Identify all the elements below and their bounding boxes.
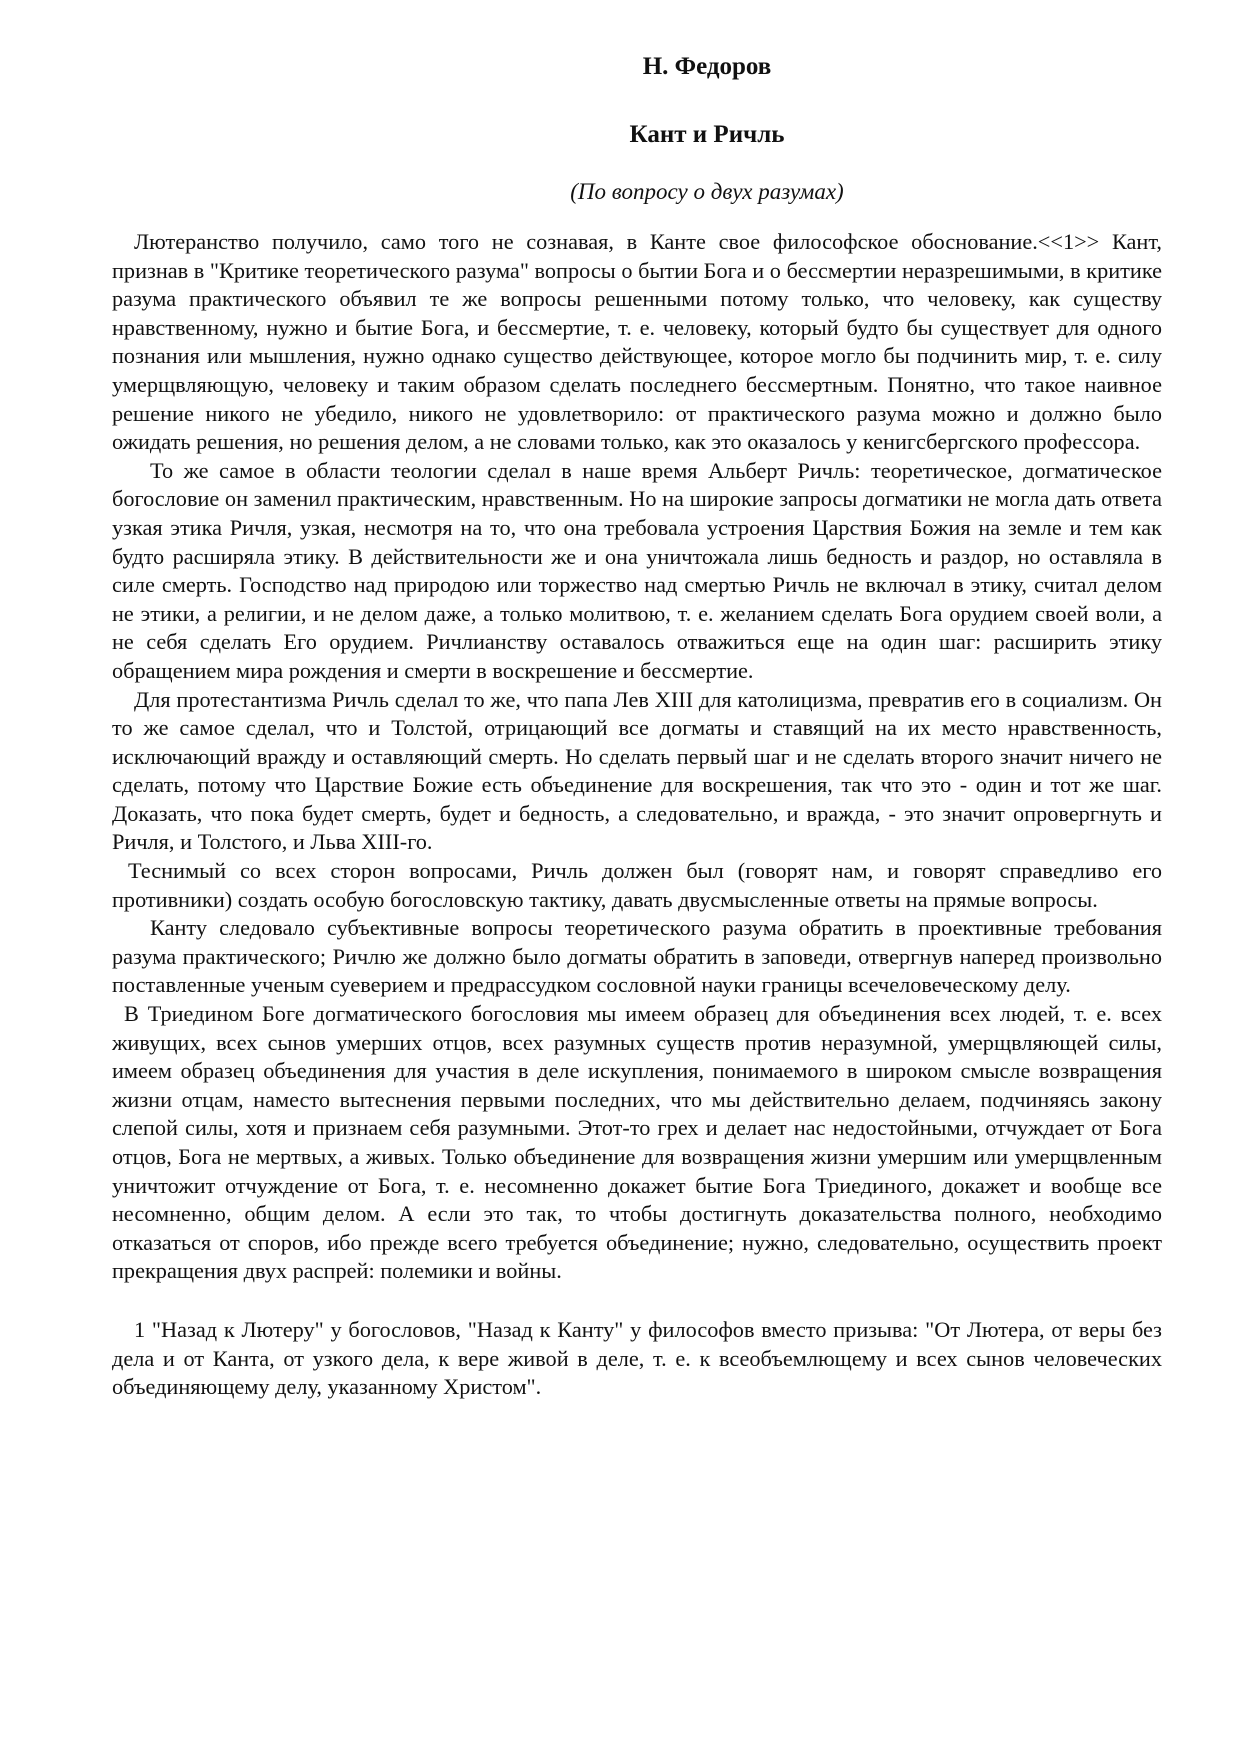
paragraph-4: Теснимый со всех сторон вопросами, Ричль должен был (говорят нам, и говорят справедливо его противники) создать особую богословскую тактику, давать двусмысленные ответы на прямые вопросы. bbox=[112, 858, 1162, 912]
paragraph-1: Лютеранство получило, само того не сознавая, в Канте свое философское обоснование.<<1>> Кант, признав в "Критике теоретического разума" вопросы о бытии Бога и о бессмертии неразрешимыми, в критике разума практического объявил те же вопросы решенными потому только, что человеку, как существу нравственному, нужно и бытие Бога, и бессмертие, т. е. человеку, который будто бы существует для одного познания или мышления, нужно однако существо действующее, которое могло бы подчинить мир, т. е. силу умерщвляющую, человеку и таким образом сделать последнего бессмертным. Понятно, что такое наивное решение никого не убедило, никого не удовлетворило: от практического разума можно и должно было ожидать решения, но решения делом, а не словами только, как это оказалось у кенигсбергского профессора. bbox=[112, 229, 1162, 455]
document-body bbox=[112, 228, 1162, 1286]
paragraph-2: То же самое в области теологии сделал в наше время Альберт Ричль: теоретическое, догматическое богословие он заменил практическим, нравственным. Но на широкие запросы догматики не могла дать ответа узкая этика Ричля, узкая, несмотря на то, что она требовала устроения Царствия Божия на земле и тем как будто расширяла этику. В действительности же и она уничтожала лишь бедность и раздор, но оставляла в силе смерть. Господство над природою или торжество над смертью Ричль не включал в этику, считал делом не этики, а религии, и не делом даже, а только молитвою, т. е. желанием сделать Бога орудием своей воли, а не себя сделать Его орудием. Ричлианству оставалось отважиться еще на один шаг: расширить этику обращением мира рождения и смерти в воскрешение и бессмертие. bbox=[112, 457, 1162, 683]
document-page bbox=[112, 52, 1162, 1402]
author-name: Н. Федоров bbox=[642, 53, 772, 80]
footnote: 1 "Назад к Лютеру" у богословов, "Назад к Канту" у философов вместо призыва: "От Лютера, от веры без дела и от Канта, от узкого дела, к вере живой в деле, т. е. к всеобъемлющему и всех сынов человеческих объединяющему делу, указанному Христом". bbox=[112, 1316, 1162, 1400]
document-title: Кант и Ричль bbox=[629, 121, 785, 148]
document-subtitle: (По вопросу о двух разумах) bbox=[570, 179, 844, 204]
paragraph-5: Канту следовало субъективные вопросы теоретического разума обратить в проективные требования разума практического; Ричлю же должно было догматы обратить в заповеди, отвергнув наперед произвольно поставленные ученым суеверием и предрассудком сословной науки границы всечеловеческому делу. bbox=[112, 915, 1162, 998]
paragraph-6: В Триедином Боге догматического богословия мы имеем образец для объединения всех людей, т. е. всех живущих, всех сынов умерших отцов, всех разумных существ против неразумной, умерщвляющей силы, имеем образец объединения для участия в деле искупления, понимаемого в широком смысле возвращения жизни отцам, наместо вытеснения первыми последних, что мы действительно делаем, подчиняясь закону слепой силы, хотя и признаем себя разумными. Этот-то грех и делает нас недостойными, отчуждает от Бога отцов, Бога не мертвых, а живых. Только объединение для возвращения жизни умершим или умерщвленным уничтожит отчуждение от Бога, т. е. несомненно докажет бытие Бога Триединого, докажет и вообще все несомненно, общим делом. А если это так, то чтобы достигнуть доказательства полного, необходимо отказаться от споров, ибо прежде всего требуется объединение; нужно, следовательно, осуществить проект прекращения двух распрей: полемики и войны. bbox=[112, 1001, 1162, 1284]
paragraph-3: Для протестантизма Ричль сделал то же, что папа Лев XIII для католицизма, превратив его в социализм. Он то же самое сделал, что и Толстой, отрицающий все догматы и ставящий на их место нравственность, исключающий вражду и оставляющий смерть. Но сделать первый шаг и не сделать второго значит ничего не сделать, потому что Царствие Божие есть объединение для воскрешения, так что это - один и тот же шаг. Доказать, что пока будет смерть, будет и бедность, а следовательно, и вражда, - это значит опровергнуть и Ричля, и Толстого, и Льва XIII-го. bbox=[112, 686, 1162, 855]
